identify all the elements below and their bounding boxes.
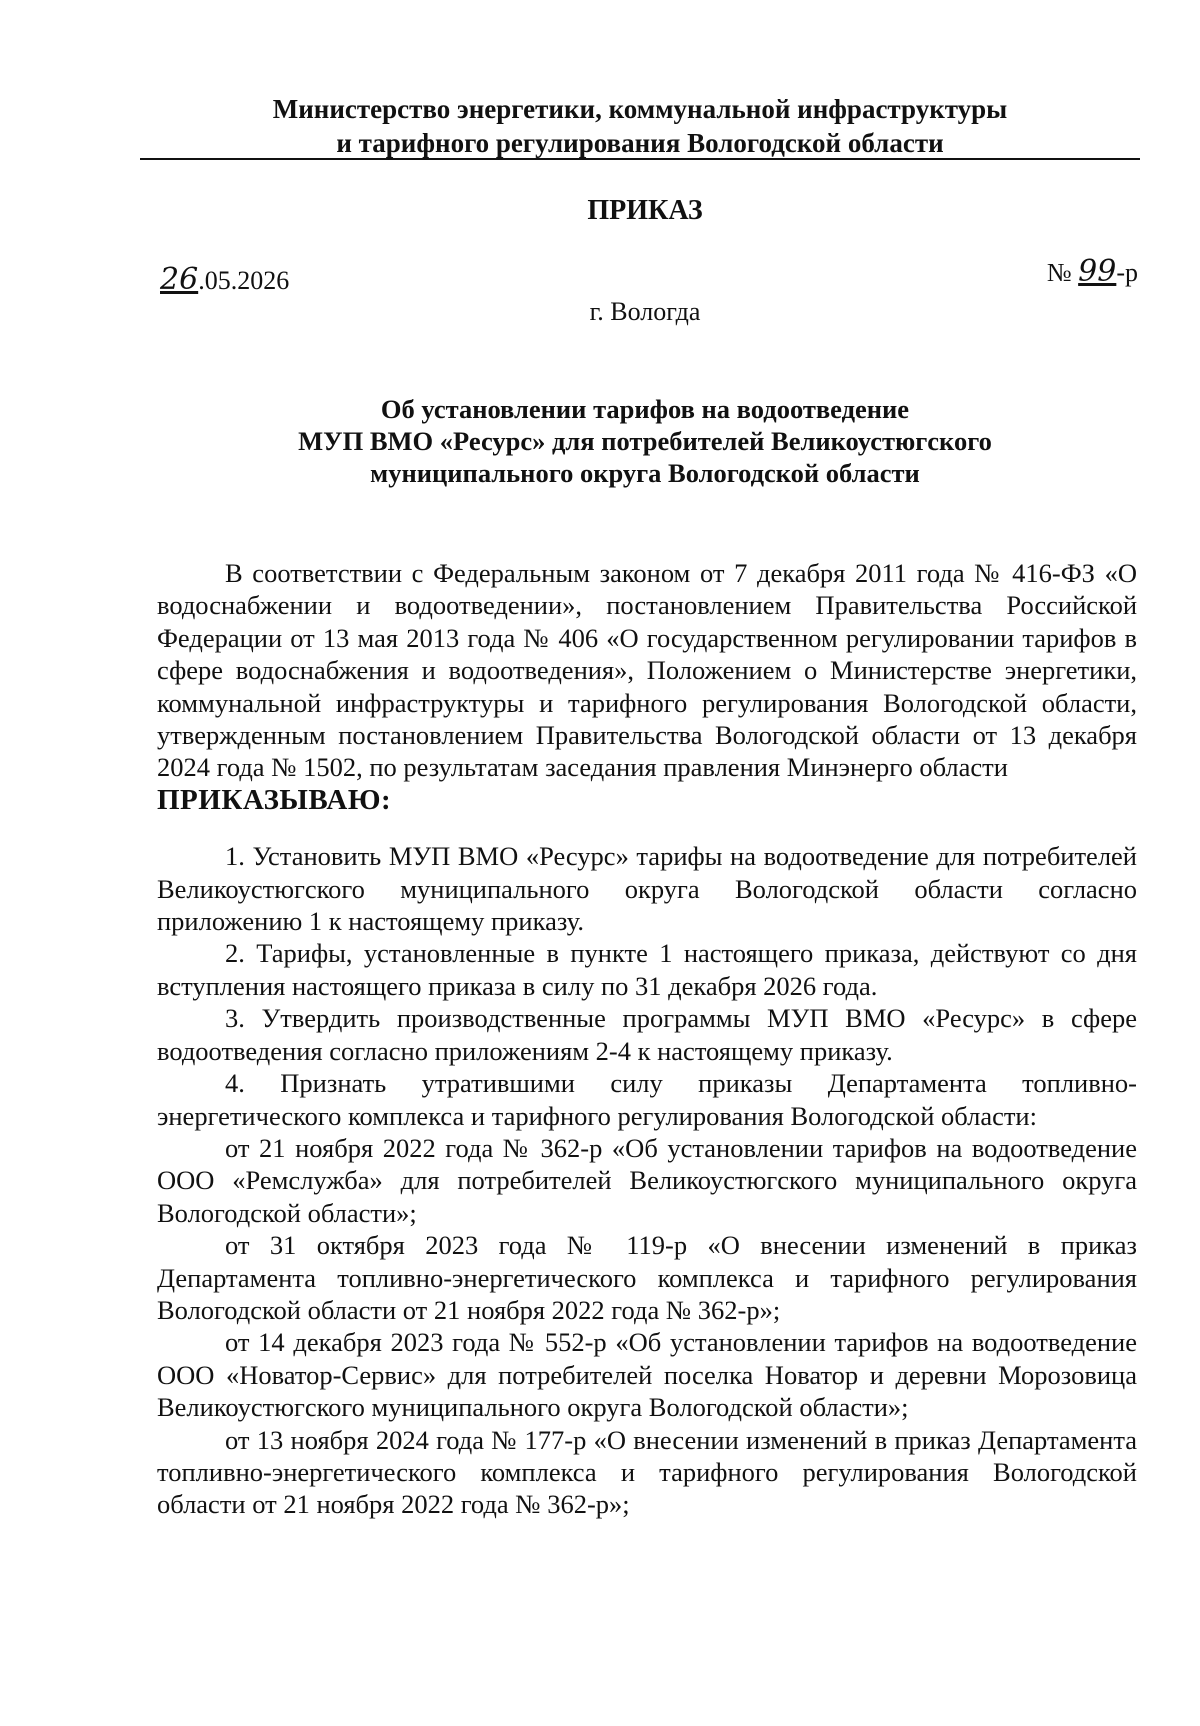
order-item-1: 1. Установить МУП ВМО «Ресурс» тарифы на водоотведение для потребителей Великоустюгского муниципального округа Вологодской области согласно приложению 1 к настоящему приказу. (157, 841, 1137, 937)
header-rule (140, 158, 1140, 160)
spacer (157, 816, 1137, 840)
ministry-header-line-1: Министерство энергетики, коммунальной инфраструктуры (272, 94, 1008, 124)
subject-line-2: МУП ВМО «Ресурс» для потребителей Великоустюгского (298, 426, 992, 456)
handwritten-number: 99 (1078, 254, 1117, 289)
document-date (160, 262, 289, 297)
revoked-order-3: от 14 декабря 2023 года № 552-р «Об установлении тарифов на водоотведение ООО «Новатор-Сервис» для потребителей поселка Новатор и деревни Морозовица Великоустюгского муниципального округа Вологодской области»; (157, 1327, 1137, 1423)
city-name: г. Вологда (589, 297, 701, 326)
order-word: ПРИКАЗЫВАЮ: (157, 783, 392, 816)
document-type-title: ПРИКАЗ (587, 195, 703, 226)
date-rest: .05.2026 (198, 266, 290, 295)
order-subject (200, 393, 1090, 489)
preamble-paragraph: В соответствии с Федеральным законом от 7 декабря 2011 года № 416-ФЗ «О водоснабжении и водоотведении», постановлением Правительства Российской Федерации от 13 мая 2013 года № 406 «О государственном регулировании тарифов в сфере водоснабжения и водоотведения», Положением о Министерстве энергетики, коммунальной инфраструктуры и тарифного регулирования Вологодской области, утвержденным постановлением Правительства Вологодской области от 13 декабря 2024 года № 1502, по результатам заседания правления Минэнерго области (157, 558, 1137, 783)
handwritten-day: 26 (160, 262, 199, 297)
subject-line-3: муниципального округа Вологодской области (370, 458, 920, 488)
revoked-order-4: от 13 ноября 2024 года № 177-р «О внесении изменений в приказ Департамента топливно-энергетического комплекса и тарифного регулирования Вологодской области от 21 ноября 2022 года № 362-р»; (157, 1424, 1137, 1520)
ministry-header (140, 92, 1140, 160)
document-number (1047, 254, 1138, 289)
revoked-order-2: от 31 октября 2023 года № 119-р «О внесении изменений в приказ Департамента топливно-энергетического комплекса и тарифного регулирования Вологодской области от 21 ноября 2022 года № 362-р»; (157, 1230, 1137, 1325)
order-item-2: 2. Тарифы, установленные в пункте 1 настоящего приказа, действуют со дня вступления настоящего приказа в силу по 31 декабря 2026 года. (157, 938, 1137, 1001)
subject-line-1: Об установлении тарифов на водоотведение (380, 394, 910, 424)
number-suffix: -р (1116, 258, 1138, 287)
order-item-3: 3. Утвердить производственные программы МУП ВМО «Ресурс» в сфере водоотведения согласно приложениям 2-4 к настоящему приказу. (157, 1003, 1137, 1066)
number-prefix: № (1046, 258, 1079, 287)
ministry-header-line-2: и тарифного регулирования Вологодской области (336, 128, 944, 158)
order-body (157, 557, 1137, 1521)
order-item-4: 4. Признать утратившими силу приказы Департамента топливно-энергетического комплекса и тарифного регулирования Вологодской области: (157, 1068, 1137, 1131)
revoked-order-1: от 21 ноября 2022 года № 362-р «Об установлении тарифов на водоотведение ООО «Ремслужба» для потребителей Великоустюгского муниципального округа Вологодской области»; (157, 1132, 1137, 1228)
